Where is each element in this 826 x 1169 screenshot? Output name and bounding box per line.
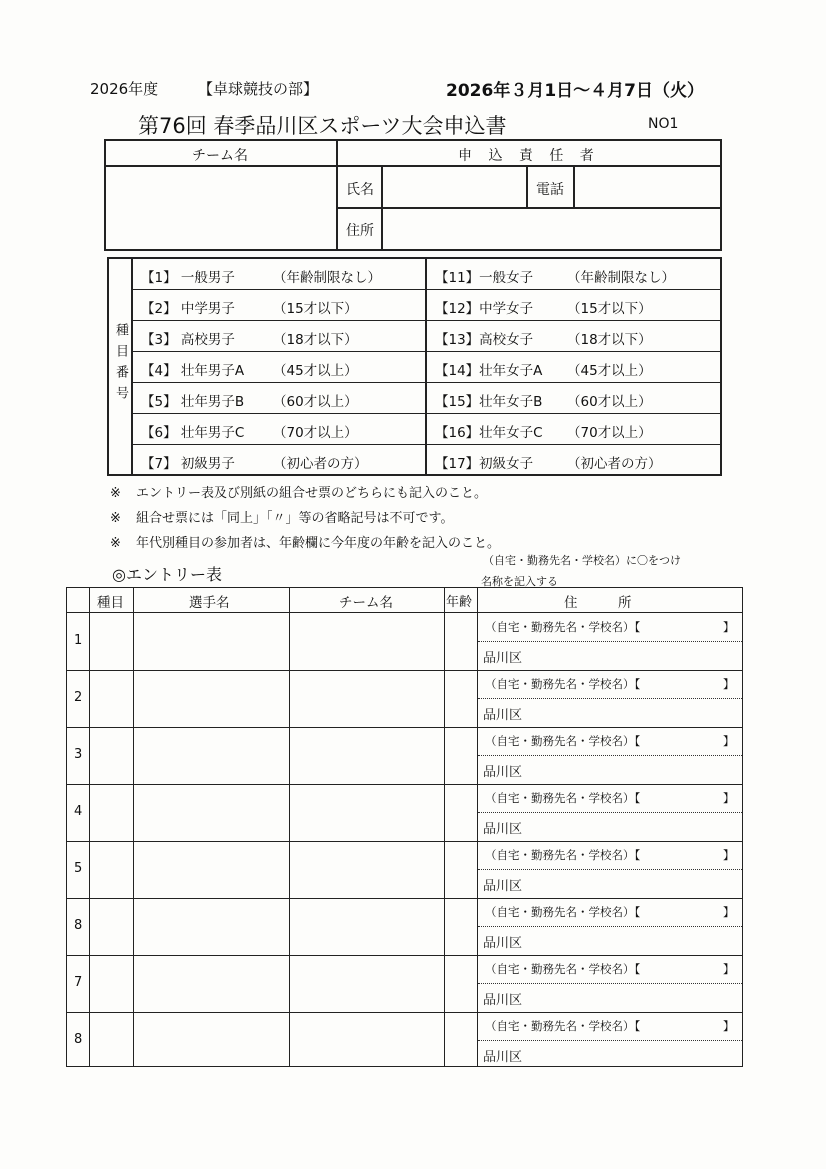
entry-period: 2026年３月1日～４月7日（火）: [446, 81, 704, 101]
table-row: 3 （自宅・勤務先名・学校名）【 】 品川区: [67, 727, 742, 784]
category-item: 【1】 一般男子 （年齢制限なし）: [133, 259, 425, 290]
entry-table: [66, 587, 743, 1067]
page-title: 第76回 春季品川区スポーツ大会申込書: [138, 114, 507, 138]
team-name-label: チーム名: [192, 148, 248, 164]
category-item: 【14】壮年女子A （45才以上）: [427, 352, 720, 383]
col-header-address: 住 所: [564, 595, 632, 611]
address-instruction-line2: 名称を記入する: [481, 575, 558, 588]
category-item: 【3】 高校男子 （18才以下）: [133, 321, 425, 352]
category-item: 【2】 中学男子 （15才以下）: [133, 290, 425, 321]
category-item: 【5】 壮年男子B （60才以上）: [133, 383, 425, 414]
table-row: 5 （自宅・勤務先名・学校名）【 】 品川区: [67, 841, 742, 898]
phone-label: 電話: [536, 182, 564, 198]
category-table: [107, 257, 722, 476]
table-row: 2 （自宅・勤務先名・学校名）【 】 品川区: [67, 670, 742, 727]
category-item: 【11】一般女子 （年齢制限なし）: [427, 259, 720, 290]
fiscal-year: 2026年度: [90, 80, 159, 98]
table-row: 1 （自宅・勤務先名・学校名）【 】 品川区: [67, 613, 742, 670]
note-item: ※ 組合せ票には「同上」「〃」等の省略記号は不可です。: [110, 511, 454, 526]
form-number: NO1: [648, 116, 679, 132]
table-row: 8 （自宅・勤務先名・学校名）【 】 品川区: [67, 898, 742, 955]
address-instruction-line1: （自宅・勤務先名・学校名）に〇をつけ: [483, 554, 681, 567]
person-in-charge-label: 申 込 責 任 者: [458, 148, 600, 164]
category-item: 【7】 初級男子 （初心者の方）: [141, 456, 368, 472]
category-item: 【6】 壮年男子C （70才以上）: [133, 414, 425, 445]
col-header-age: 年齢: [446, 595, 473, 610]
entry-table-title: ◎エントリー表: [112, 565, 222, 584]
col-header-category: 種目: [97, 595, 124, 611]
name-field[interactable]: [384, 168, 524, 206]
col-header-team-name: チーム名: [339, 595, 393, 611]
table-row: 7 （自宅・勤務先名・学校名）【 】 品川区: [67, 955, 742, 1012]
category-item: 【17】初級女子 （初心者の方）: [435, 456, 662, 472]
address-label: 住所: [346, 223, 374, 239]
note-item: ※ 年代別種目の参加者は、年齢欄に今年度の年齢を記入のこと。: [110, 536, 501, 551]
phone-field[interactable]: [576, 168, 720, 206]
table-row: 4 （自宅・勤務先名・学校名）【 】 品川区: [67, 784, 742, 841]
note-item: ※ エントリー表及び別紙の組合せ票のどちらにも記入のこと。: [110, 486, 488, 501]
category-side-label: 種目番号: [109, 259, 133, 474]
category-item: 【4】 壮年男子A （45才以上）: [133, 352, 425, 383]
category-item: 【16】壮年女子C （70才以上）: [427, 414, 720, 445]
team-name-field[interactable]: [108, 168, 334, 249]
address-field[interactable]: [384, 210, 720, 249]
department-label: 【卓球競技の部】: [198, 80, 319, 98]
category-item: 【15】壮年女子B （60才以上）: [427, 383, 720, 414]
applicant-box: [104, 139, 722, 251]
category-item: 【12】中学女子 （15才以下）: [427, 290, 720, 321]
col-header-player-name: 選手名: [189, 595, 230, 611]
table-row: 8 （自宅・勤務先名・学校名）【 】 品川区: [67, 1012, 742, 1069]
name-label: 氏名: [346, 182, 374, 198]
category-item: 【13】高校女子 （18才以下）: [427, 321, 720, 352]
